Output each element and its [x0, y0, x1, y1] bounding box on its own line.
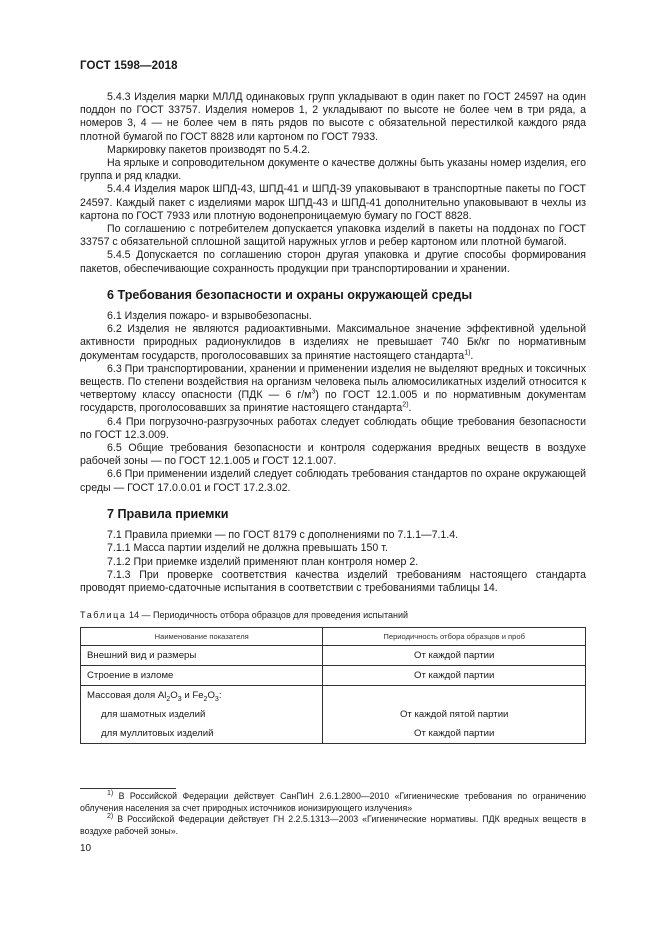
table-cell-group-names [81, 686, 323, 744]
paragraph-6-6: 6.6 При применении изделий следует соблюдать требования стандартов по охране окружающей среды — ГОСТ 17.0.0.01 и ГОСТ 17.2.3.02. [80, 468, 586, 494]
paragraph-6-3-text-a: 6.3 При транспортировании, хранении и применении изделия не выделяют вредных и токсичных веществ. По степени воздействия на организм человека пыль алюмосиликатных изделий относится к четвертому классу опасности (ПДК — 6 г/м [80, 362, 586, 402]
paragraph-7-1: 7.1 Правила приемки — по ГОСТ 8179 с дополнениями по 7.1.1—7.1.4. [107, 529, 459, 542]
unit-superscript: 3 [311, 388, 316, 396]
table-cell-name: Строение в изломе [81, 666, 323, 686]
main-content [80, 91, 586, 744]
table-caption-word: Таблица [80, 610, 127, 621]
table-cell-value: От каждой партии [323, 666, 586, 686]
paragraph-marking: Маркировку пакетов производят по 5.4.2. [107, 143, 311, 156]
group-item-value: От каждой партии [413, 728, 495, 740]
paragraph-5-4-4: 5.4.4 Изделия марок ШПД-43, ШПД-41 и ШПД-39 упаковывают в транспортные пакеты по ГОСТ 24597. Каждый пакет с изделиями марок ШПД-43 и ШПД-41 дополнительно упаковывают в чехлы из картона по ГОСТ 7933 или плотную водонепроницаемую бумагу по ГОСТ 8828. [80, 183, 586, 222]
table-header-periodicity: Периодичность отбора образцов и проб [323, 628, 586, 646]
group-title: Массовая доля $Al_2O_3$ и $Fe_2O_3$: [87, 690, 222, 704]
paragraph-6-1: 6.1 Изделия пожаро- и взрывобезопасны. [107, 310, 312, 323]
group-item-name: для шамотных изделий [101, 709, 206, 721]
paragraph-5-4-5: 5.4.5 Допускается по соглашению сторон другая упаковка и другие способы формирования пакетов, обеспечивающие сохранность продукции при транспортировании и хранении. [80, 249, 586, 275]
footnote-ref-1: 1) [464, 349, 471, 357]
paragraph-label: На ярлыке и сопроводительном документе о качестве должны быть указаны номер изделия, его группа и ряд кладки. [80, 157, 586, 183]
group-item-value: От каждой пятой партии [399, 709, 509, 721]
footnote-ref-2: 2) [402, 401, 409, 409]
sampling-table [80, 627, 586, 744]
paragraph-6-2-end: . [470, 349, 474, 362]
footnote-divider [80, 788, 176, 789]
table-cell-name: Внешний вид и размеры [81, 646, 323, 666]
footnote-2-text: В Российской Федерации действует ГН 2.2.5.1313—2003 «Гигиенические нормативы. ПДК вредных веществ в воздухе рабочей зоны». [80, 814, 586, 836]
table-caption [80, 609, 586, 621]
paragraph-7-1-1: 7.1.1 Масса партии изделий не должна превышать 150 т. [107, 542, 388, 555]
table-header-indicator: Наименование показателя [81, 628, 323, 646]
page-number: 10 [80, 843, 92, 854]
footnote-1-text: В Российской Федерации действует СанПиН 2.6.1.2800—2010 «Гигиенические требования по ограничению облучения населения за счет природных источников ионизирующего излучения» [80, 791, 586, 813]
table-cell-value: От каждой партии [323, 646, 586, 666]
paragraph-6-5: 6.5 Общие требования безопасности и контроля содержания вредных веществ в воздухе рабочей зоны — по ГОСТ 12.1.005 и ГОСТ 12.1.007. [80, 442, 586, 468]
table-row [81, 666, 586, 686]
footnote-1-mark: 1) [107, 790, 114, 798]
footnote-2 [80, 814, 586, 837]
footnote-1 [80, 791, 586, 814]
paragraph-5-4-3: 5.4.3 Изделия марки МЛЛД одинаковых групп укладывают в один пакет по ГОСТ 24597 на один поддон по ГОСТ 33757. Изделия номеров 1, 2 укладывают по высоте не более чем в три ряда, а номеров 3, 4 — не более чем в пять рядов по высоте с обязательной перестилкой каждого ряда плотной бумагой по ГОСТ 8828 или картоном по ГОСТ 7933. [80, 91, 586, 143]
paragraph-6-3-text-b: ) по ГОСТ 12.1.005 и по нормативным документам государств, проголосовавших за принятие настоящего стандарта [80, 389, 586, 415]
footnotes [80, 791, 586, 837]
paragraph-7-1-3: 7.1.3 При проверке соответствия качества изделий требованиям настоящего стандарта проводят приемо-сдаточные испытания в соответствии с требованиями таблицы 14. [80, 568, 586, 594]
paragraph-agreement: По соглашению с потребителем допускается упаковка изделий в пакеты на поддонах по ГОСТ 33757 с обязательной сплошной защитой наружных углов и ребер картоном или плотной бумагой. [80, 223, 586, 249]
document-header: ГОСТ 1598—2018 [80, 60, 178, 72]
paragraph-6-2 [80, 323, 586, 363]
paragraph-6-3 [80, 363, 586, 416]
section-7-heading: 7 Правила приемки [107, 506, 229, 521]
paragraph-6-3-end: . [408, 402, 412, 415]
group-item-name: для муллитовых изделий [101, 728, 214, 740]
section-6-heading: 6 Требования безопасности и охраны окружающей среды [107, 287, 473, 302]
table-caption-text: 14 — Периодичность отбора образцов для проведения испытаний [126, 610, 409, 621]
paragraph-7-1-2: 7.1.2 При приемке изделий применяют план контроля номер 2. [107, 555, 419, 568]
table-row-group [81, 686, 586, 744]
paragraph-6-2-text: 6.2 Изделия не являются радиоактивными. Максимальное значение эффективной удельной активности природных радионуклидов в изделиях не превышает 740 Бк/кг по нормативным документам государств, проголосовавших за принятие настоящего стандарта [80, 323, 586, 362]
paragraph-6-4: 6.4 При погрузочно-разгрузочных работах следует соблюдать общие требования безопасности по ГОСТ 12.3.009. [80, 415, 586, 441]
table-cell-group-values [323, 686, 586, 744]
table-row [81, 646, 586, 666]
footnote-2-mark: 2) [107, 813, 114, 821]
